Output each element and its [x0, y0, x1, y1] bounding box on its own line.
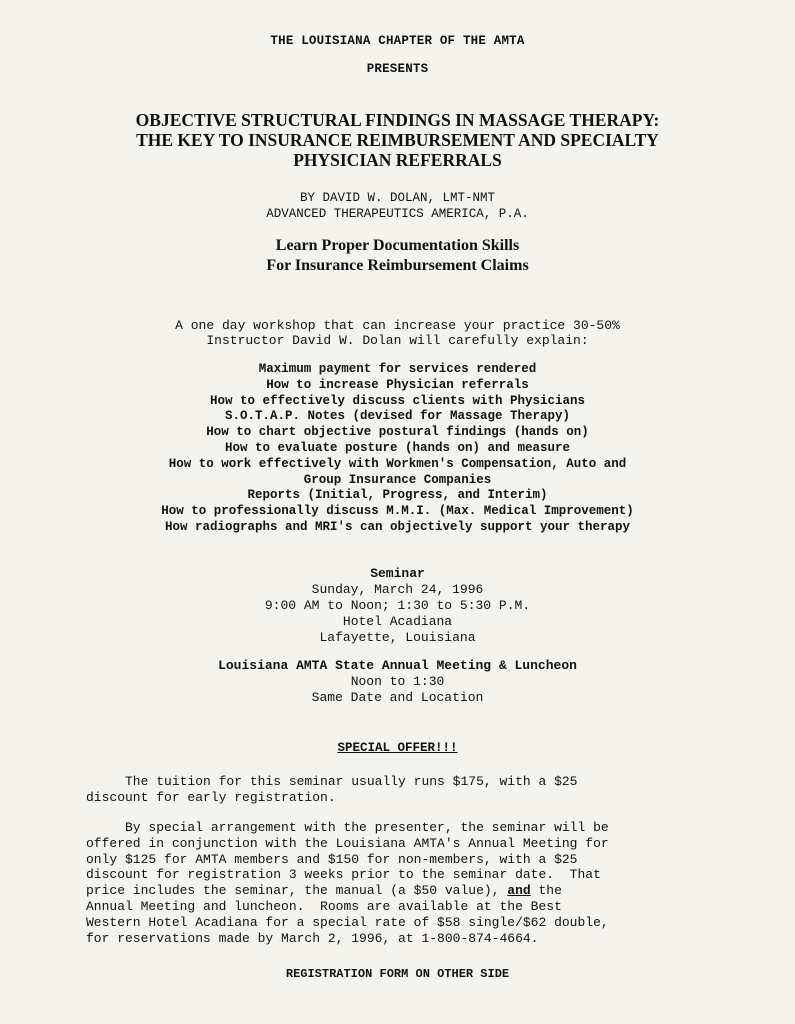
registration-note: REGISTRATION FORM ON OTHER SIDE [285, 967, 510, 981]
seminar-city: Lafayette, Louisiana [319, 630, 476, 645]
seminar-details [0, 566, 795, 646]
company-line: ADVANCED THERAPEUTICS AMERICA, P.A. [266, 207, 529, 221]
list-item: How to work effectively with Workmen's Compensation, Auto and [168, 456, 627, 471]
meeting-heading: Louisiana AMTA State Annual Meeting & Luncheon [218, 658, 577, 673]
paragraph-line: for reservations made by March 2, 1996, at 1-800-874-4664. [86, 930, 539, 946]
title-line: OBJECTIVE STRUCTURAL FINDINGS IN MASSAGE THERAPY: [135, 110, 660, 130]
intro [0, 318, 795, 348]
paragraph-line: By special arrangement with the presenter, the seminar will be [86, 820, 609, 835]
emphasis-and: and [507, 883, 531, 899]
meeting-details [0, 658, 795, 706]
title-line: THE KEY TO INSURANCE REIMBURSEMENT AND SPECIALTY [136, 130, 659, 150]
intro-line: A one day workshop that can increase your practice 30-50% [175, 318, 620, 333]
subtitle [0, 236, 795, 276]
title-line: PHYSICIAN REFERRALS [293, 150, 502, 170]
tuition-paragraph [86, 774, 726, 806]
subtitle-line: Learn Proper Documentation Skills [275, 237, 520, 254]
list-item: How to effectively discuss clients with Physicians [209, 393, 586, 408]
list-item: S.O.T.A.P. Notes (devised for Massage Therapy) [224, 409, 571, 424]
list-item: How to increase Physician referrals [266, 377, 529, 392]
subtitle-line: For Insurance Reimbursement Claims [266, 257, 529, 274]
seminar-date: Sunday, March 24, 1996 [311, 582, 484, 597]
arrangement-paragraph [86, 820, 726, 946]
presents-line: PRESENTS [366, 62, 429, 76]
list-item: Group Insurance Companies [303, 472, 492, 487]
list-item: How radiographs and MRI's can objectively support your therapy [164, 519, 631, 534]
byline [0, 190, 795, 222]
paragraph-line: The tuition for this seminar usually runs $175, with a $25 [86, 774, 578, 789]
paragraph-text: price includes the seminar, the manual (a $50 value), [86, 883, 508, 899]
list-item: How to chart objective postural findings (hands on) [206, 425, 589, 440]
chapter-line: THE LOUISIANA CHAPTER OF THE AMTA [270, 34, 525, 48]
topic-list [0, 362, 795, 536]
meeting-location: Same Date and Location [311, 690, 484, 705]
list-item: Reports (Initial, Progress, and Interim) [247, 488, 548, 503]
paragraph-line: Annual Meeting and luncheon. Rooms are available at the Best [86, 898, 562, 914]
meeting-time: Noon to 1:30 [350, 674, 445, 689]
paragraph-line: offered in conjunction with the Louisiana AMTA's Annual Meeting for [86, 835, 609, 851]
paragraph-line: discount for registration 3 weeks prior to the seminar date. That [86, 867, 601, 883]
paragraph-line [86, 883, 726, 899]
offer-heading: SPECIAL OFFER!!! [337, 741, 458, 755]
list-item: How to professionally discuss M.M.I. (Max. Medical Improvement) [161, 504, 634, 519]
paragraph-line: only $125 for AMTA members and $150 for non-members, with a $25 [86, 851, 578, 867]
seminar-heading: Seminar [370, 566, 425, 581]
event-title [0, 110, 795, 170]
paragraph-line: discount for early registration. [86, 790, 336, 805]
list-item: How to evaluate posture (hands on) and measure [224, 440, 571, 455]
paragraph-text: the [530, 883, 562, 899]
seminar-venue: Hotel Acadiana [342, 614, 453, 629]
intro-line: Instructor David W. Dolan will carefully explain: [206, 333, 589, 348]
footer-note [0, 964, 795, 982]
special-offer [0, 738, 795, 756]
seminar-time: 9:00 AM to Noon; 1:30 to 5:30 P.M. [264, 598, 531, 613]
author-line: BY DAVID W. DOLAN, LMT-NMT [299, 191, 496, 205]
list-item: Maximum payment for services rendered [258, 362, 537, 376]
header [0, 34, 795, 76]
paragraph-line: Western Hotel Acadiana for a special rate of $58 single/$62 double, [86, 914, 609, 930]
